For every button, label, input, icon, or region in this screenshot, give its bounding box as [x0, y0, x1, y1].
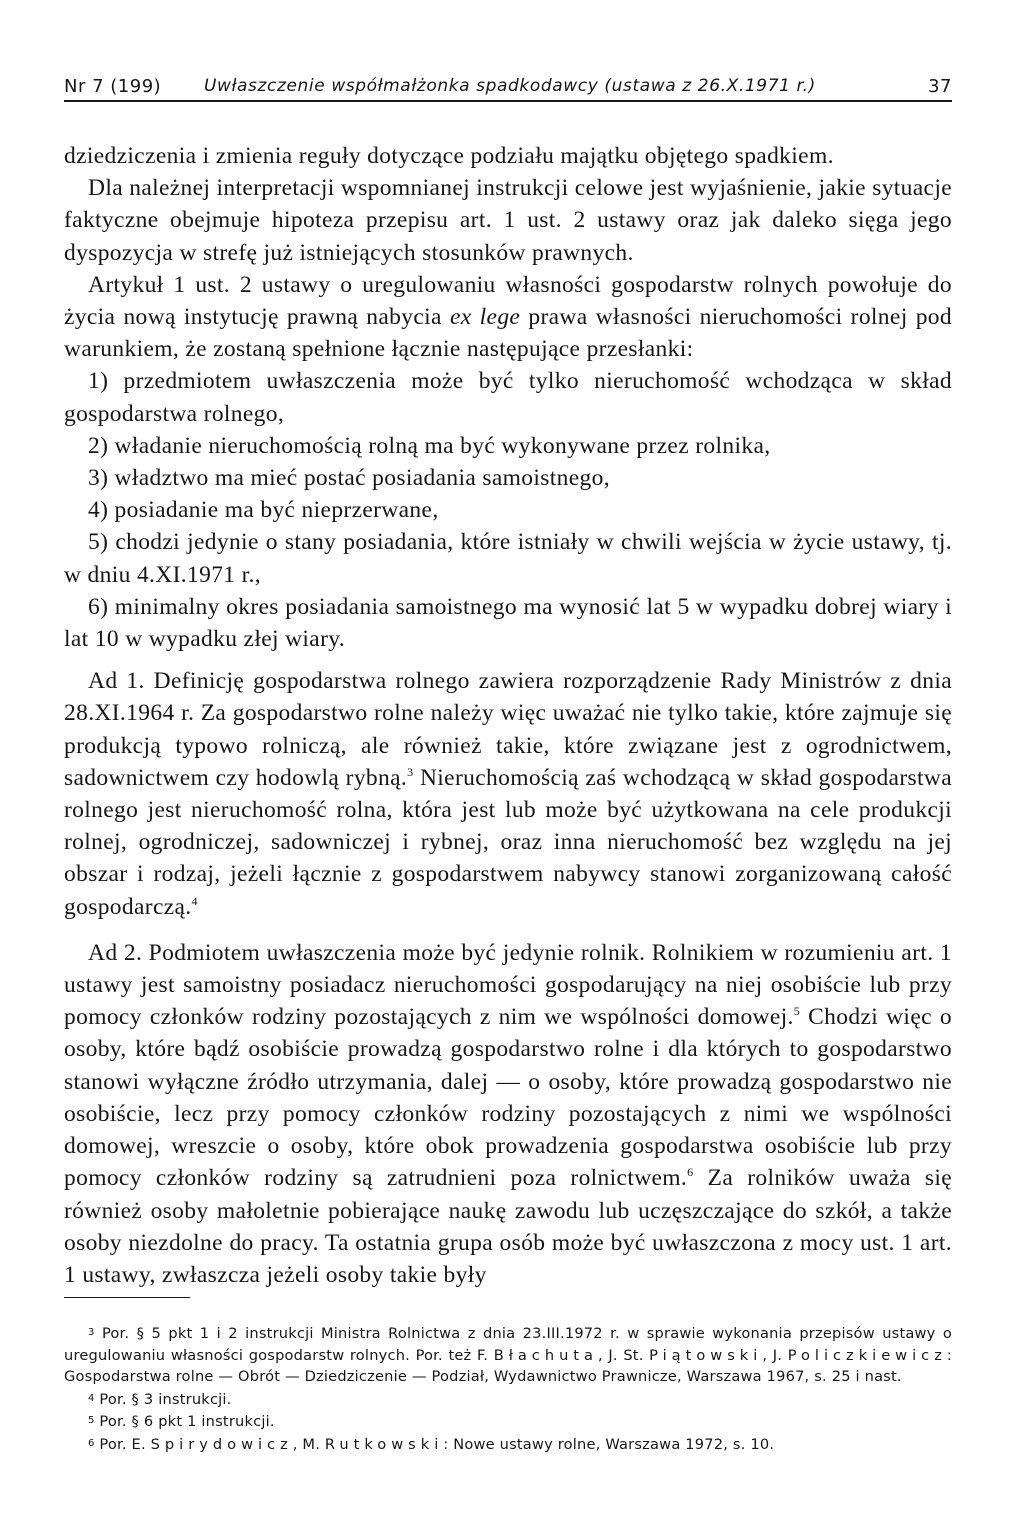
list-item-6: 6) minimalny okres posiadania samoistnego ma wynosić lat 5 w wypadku dobrej wiary i lat 10 w wypadku złej wiary. [64, 593, 952, 653]
paragraph-text: Za rolników uważa się również osoby małoletnie pobierające naukę zawodu lub uczęszczające do szkół, a także osoby niezdolne do pracy. Ta ostatnia grupa osób może być uwłaszczona z mocy ust. 1 art. 1 ustawy, zwłaszcza jeżeli osoby takie były [64, 1165, 952, 1288]
paragraph-interpretation: Dla należnej interpretacji wspomnianej instrukcji celowe jest wyjaśnienie, jakie sytuacje faktyczne obejmuje hipoteza przepisu art. 1 ust. 2 ustawy oraz jak daleko sięga jego dyspozycja w strefę już istniejących stosunków prawnych. [64, 175, 952, 266]
paragraph-text: Ad 1. Definicję gospodarstwa rolnego zawiera rozporządzenie Rady Ministrów z dnia 28.XI.1964 r. Za gospodarstwo rolne należy więc uważać nie tylko takie, które zajmuje się produkcją typowo rolniczą, ale również takie, które związane jest z ogrodnictwem, sadownictwem czy hodowlą rybną. [64, 668, 952, 791]
author-name: Spirydowicz [150, 1435, 293, 1453]
footnote-4 [64, 1388, 952, 1411]
footnote-mark: 6 [88, 1437, 95, 1449]
footnote-text: Por. E. [99, 1435, 151, 1453]
footnote-rule [64, 1297, 190, 1298]
author-name: Rutkowski [324, 1435, 444, 1453]
footnote-3 [64, 1322, 952, 1388]
running-title: Uwłaszczenie współmałżonka spadkodawcy (ustawa z 26.X.1971 r.) [204, 76, 816, 96]
list-item-4: 4) posiadanie ma być nieprzerwane, [88, 497, 439, 524]
footnote-6 [64, 1433, 952, 1456]
footnote-text: : Gospodarstwa rolne — Obrót — Dziedziczenie — Podział, Wydawnictwo Prawnicze, Warszawa 1967, s. 25 i nast. [64, 1346, 952, 1385]
footnote-text: , J. [762, 1346, 788, 1364]
footnote-ref[interactable]: 4 [191, 893, 198, 908]
page-number: 37 [928, 76, 952, 97]
footnotes [64, 1322, 952, 1455]
list-item-5: 5) chodzi jedynie o stany posiadania, które istniały w chwili wejścia w życie ustawy, tj. w dniu 4.XI.1971 r., [64, 529, 952, 588]
list-item-3: 3) władztwo ma mieć postać posiadania samoistnego, [88, 465, 610, 492]
footnote-text: : Nowe ustawy rolne, Warszawa 1972, s. 10. [443, 1435, 775, 1453]
list-item-2: 2) władanie nieruchomością rolną ma być wykonywane przez rolnika, [88, 432, 771, 459]
paragraph-text: Artykuł 1 ust. 2 ustawy o uregulowaniu własności gospodarstw rolnych powołuje do życia nową instytucję prawną nabycia [64, 271, 952, 331]
body-text [64, 140, 952, 1291]
footnote-ref[interactable]: 5 [793, 1004, 801, 1019]
paragraph-text: Chodzi więc o osoby, które bądź osobiście prowadzą gospodarstwo rolne i dla których to gospodarstwo stanowi wyłączne źródło utrzymania, dalej — o osoby, które prowadzą gospodarstwo nie osobiście, lecz przy pomocy członków rodziny pozostających z nimi we wspólności domowej, wreszcie o osoby, które obok prowadzenia gospodarstwa osobiście lub przy pomocy członków rodziny są zatrudnieni poza rolnictwem. [64, 1004, 952, 1192]
paragraph-ad-2 [64, 937, 952, 1291]
author-name: Piątowski [649, 1346, 763, 1364]
paragraph-text: Ad 2. Podmiotem uwłaszczenia może być jedynie rolnik. Rolnikiem w rozumieniu art. 1 ustawy jest samoistny posiadacz nieruchomości gospodarujący na niej osobiście lub przy pomocy członków rodziny pozostających z nim we wspólności domowej. [64, 939, 952, 1031]
footnote-text: Por. § 5 pkt 1 i 2 instrukcji Ministra Rolnictwa z dnia 23.III.1972 r. w sprawie wykonania przepisów ustawy o uregulowaniu własności gospodarstw rolnych. Por. też F. [64, 1325, 952, 1364]
paragraph-text: Nieruchomością zaś wchodzącą w skład gospodarstwa rolnego jest nieruchomość rolna, która jest lub może być użytkowana na cele produkcji rolnej, ogrodniczej, sadowniczej i rybnej, oraz inna nieruchomość bez względu na jej obszar i rodzaj, jeżeli łącznie z gospodarstwem nabywcy stanowi zorganizowaną całość gospodarczą. [64, 764, 952, 920]
paragraph-continuation: dziedziczenia i zmienia reguły dotyczące podziału majątku objętego spadkiem. [64, 143, 834, 169]
latin-term: ex lege [449, 304, 521, 331]
list-item-1: 1) przedmiotem uwłaszczenia może być tylko nieruchomość wchodząca w skład gospodarstwa rolnego, [64, 368, 952, 427]
footnote-text: Por. § 3 instrukcji. [99, 1390, 232, 1408]
footnote-text: , M. [292, 1435, 325, 1453]
footnote-ref[interactable]: 3 [407, 764, 414, 779]
paragraph-text: prawa własności nieruchomości rolnej pod warunkiem, że zostaną spełnione łącznie następujące przesłanki: [64, 304, 953, 363]
footnote-text: , J. St. [597, 1346, 650, 1364]
author-name: Policzkiewicz [787, 1346, 947, 1364]
footnote-ref[interactable]: 6 [687, 1165, 694, 1180]
footnote-mark: 3 [88, 1327, 95, 1338]
paragraph-article-1 [64, 269, 952, 366]
footnote-mark: 5 [88, 1415, 95, 1426]
footnote-text: Por. § 6 pkt 1 instrukcji. [99, 1413, 275, 1430]
footnote-mark: 4 [88, 1392, 95, 1404]
author-name: Błachuta [493, 1346, 598, 1364]
running-header [64, 68, 952, 102]
paragraph-ad-1 [64, 665, 952, 923]
issue-number: Nr 7 (199) [64, 76, 162, 97]
footnote-5 [64, 1410, 952, 1433]
